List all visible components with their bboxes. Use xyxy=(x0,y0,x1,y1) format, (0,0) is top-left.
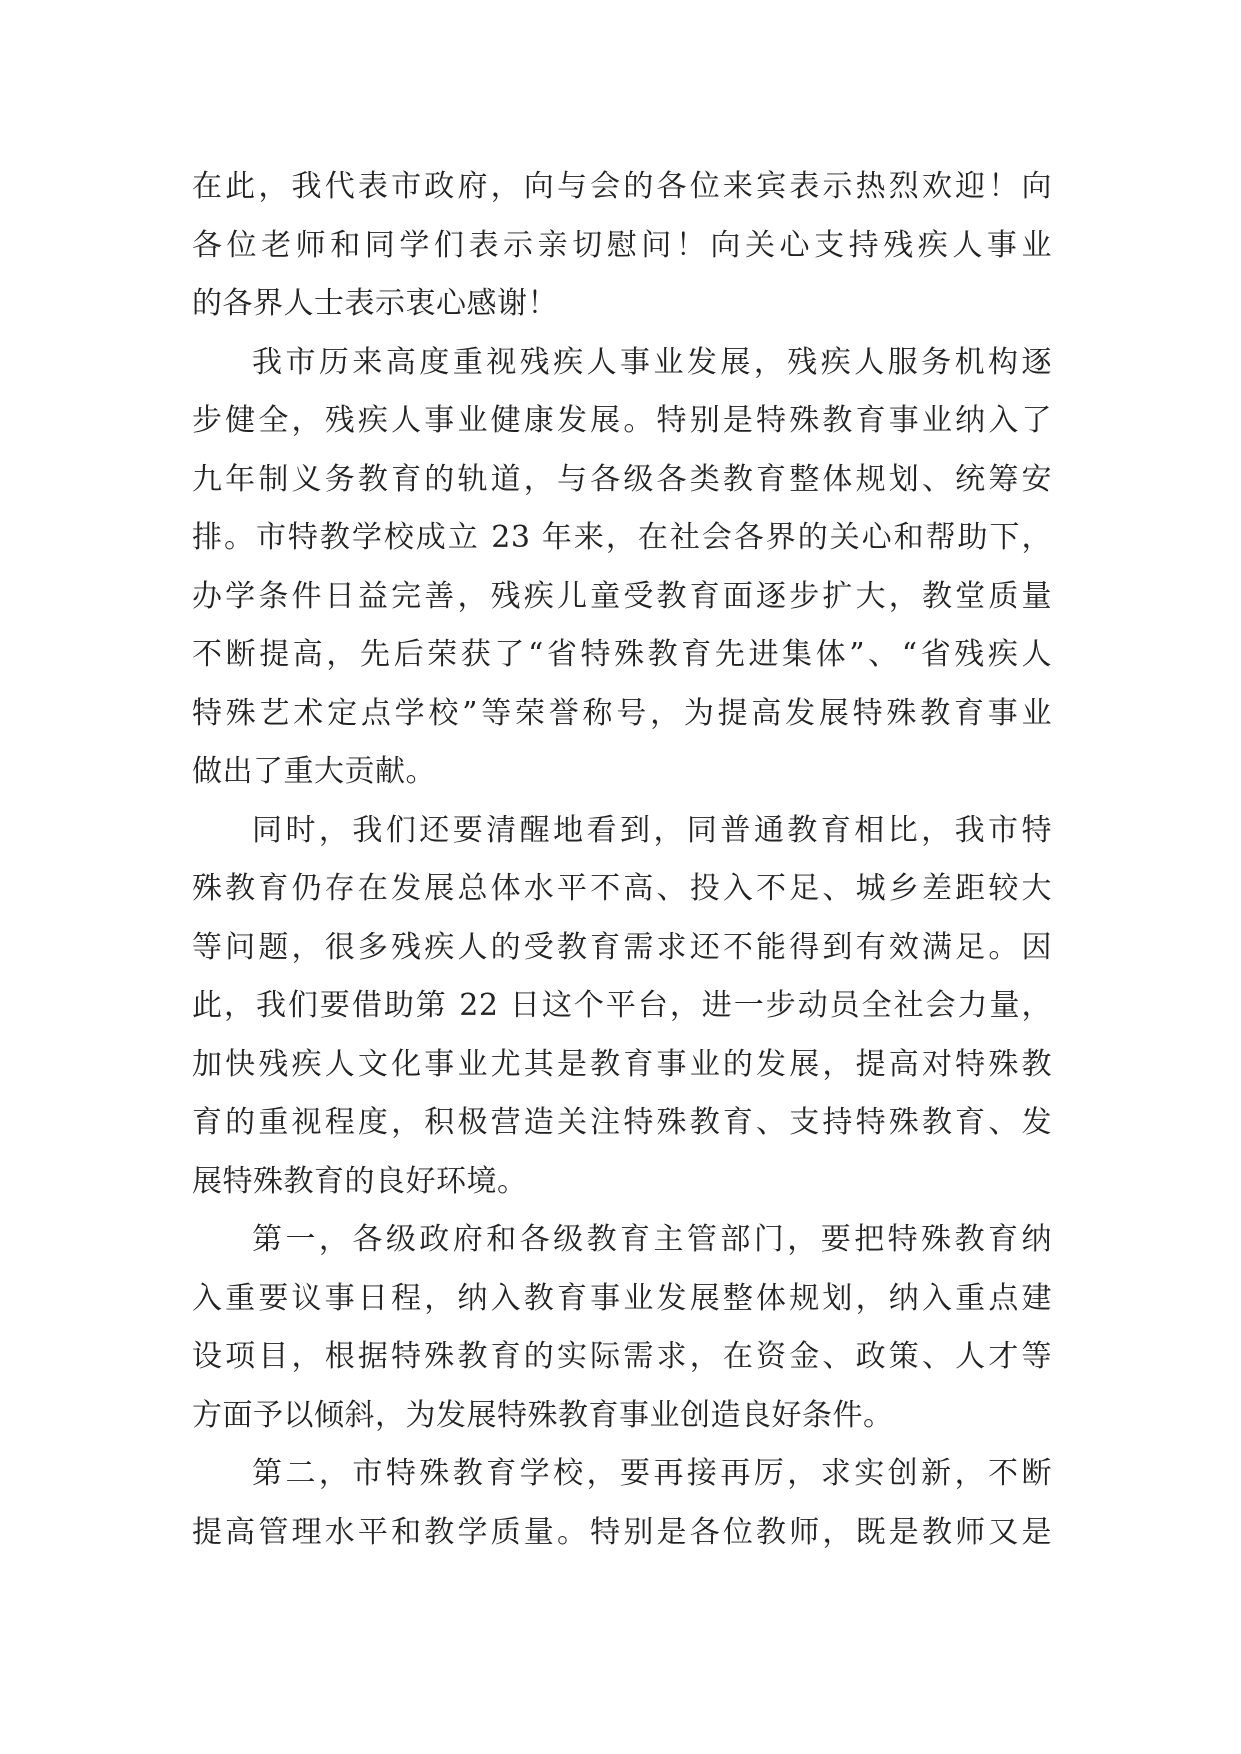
body-text xyxy=(192,158,1052,1562)
text-line: 设项目，根据特殊教育的实际需求，在资金、政策、人才等 xyxy=(192,1339,1052,1374)
text-line: 等问题，很多残疾人的受教育需求还不能得到有效满足。因 xyxy=(192,929,1052,965)
paragraph xyxy=(192,802,1052,1212)
paragraph xyxy=(192,1211,1052,1445)
text-line: 做出了重大贡献。 xyxy=(192,754,436,789)
text-line: 各位老师和同学们表示亲切慰问！向关心支持残疾人事业 xyxy=(192,227,1052,263)
text-line: 第二，市特殊教育学校，要再接再厉，求实创新，不断 xyxy=(252,1456,1052,1491)
text-line: 展特殊教育的良好环境。 xyxy=(192,1163,528,1199)
paragraph xyxy=(192,334,1052,802)
paragraph xyxy=(192,158,1052,334)
text-line: 提高管理水平和教学质量。特别是各位教师，既是教师又是 xyxy=(192,1514,1052,1550)
text-line: 第一，各级政府和各级教育主管部门，要把特殊教育纳 xyxy=(252,1222,1052,1257)
text-line: 的各界人士表示衷心感谢！ xyxy=(192,286,558,321)
text-line: 同时，我们还要清醒地看到，同普通教育相比，我市特 xyxy=(252,812,1052,848)
text-line: 九年制义务教育的轨道，与各级各类教育整体规划、统筹安 xyxy=(192,461,1052,497)
text-line: 不断提高，先后荣获了“省特殊教育先进集体”、“省残疾人 xyxy=(192,637,1052,672)
text-line: 此，我们要借助第 22 日这个平台，进一步动员全社会力量， xyxy=(192,988,1052,1023)
text-line: 我市历来高度重视残疾人事业发展，残疾人服务机构逐 xyxy=(252,344,1052,380)
text-line: 入重要议事日程，纳入教育事业发展整体规划，纳入重点建 xyxy=(192,1280,1052,1316)
text-line: 方面予以倾斜，为发展特殊教育事业创造良好条件。 xyxy=(192,1397,894,1433)
paragraph xyxy=(192,1445,1052,1562)
text-line: 步健全，残疾人事业健康发展。特别是特殊教育事业纳入了 xyxy=(192,403,1052,438)
text-line: 育的重视程度，积极营造关注特殊教育、支持特殊教育、发 xyxy=(192,1105,1052,1140)
text-line: 排。市特教学校成立 23 年来，在社会各界的关心和帮助下， xyxy=(192,520,1052,555)
text-line: 在此，我代表市政府，向与会的各位来宾表示热烈欢迎！向 xyxy=(192,169,1052,204)
text-line: 特殊艺术定点学校”等荣誉称号，为提高发展特殊教育事业 xyxy=(192,695,1052,731)
text-line: 加快残疾人文化事业尤其是教育事业的发展，提高对特殊教 xyxy=(192,1046,1052,1082)
text-line: 办学条件日益完善，残疾儿童受教育面逐步扩大，教堂质量 xyxy=(192,578,1052,614)
text-line: 殊教育仍存在发展总体水平不高、投入不足、城乡差距较大 xyxy=(192,871,1052,906)
